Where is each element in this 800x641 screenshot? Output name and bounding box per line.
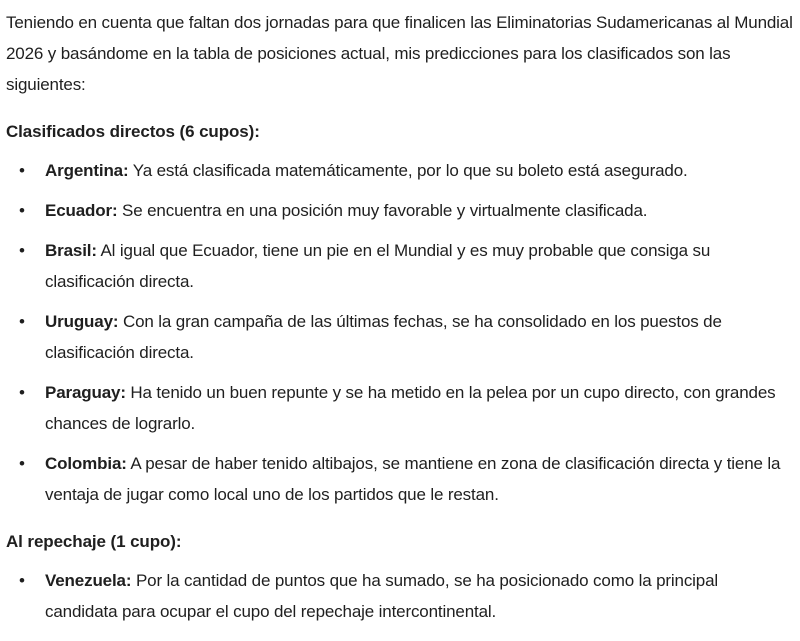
country-name: Venezuela:	[45, 571, 132, 590]
item-text: A pesar de haber tenido altibajos, se mantiene en zona de clasificación directa y tiene la ventaja de jugar como local uno de los partidos que le restan.	[45, 454, 781, 504]
country-name: Argentina:	[45, 161, 129, 180]
list-item-venezuela	[6, 565, 794, 627]
item-text: Ya está clasificada matemáticamente, por lo que su boleto está asegurado.	[128, 161, 688, 180]
item-text: Con la gran campaña de las últimas fechas, se ha consolidado en los puestos de clasificación directa.	[45, 312, 722, 362]
list-item-ecuador	[6, 195, 794, 226]
country-name: Ecuador:	[45, 201, 118, 220]
qualifier-list	[6, 155, 794, 510]
list-item-argentina	[6, 155, 794, 186]
section-heading: Al repechaje (1 cupo):	[6, 532, 182, 551]
list-item-brasil	[6, 235, 794, 297]
item-text: Se encuentra en una posición muy favorable y virtualmente clasificada.	[117, 201, 648, 220]
country-name: Uruguay:	[45, 312, 119, 331]
bullet-icon: •	[19, 383, 25, 402]
list-item-colombia	[6, 448, 794, 510]
section-heading: Clasificados directos (6 cupos):	[6, 122, 260, 141]
list-item-paraguay	[6, 377, 794, 439]
intro-paragraph: Teniendo en cuenta que faltan dos jornadas para que finalicen las Eliminatorias Sudamericanas al Mundial 2026 y basándome en la tabla de posiciones actual, mis predicciones para los clasificados son las siguientes:	[6, 13, 793, 94]
repechaje-list	[6, 565, 794, 627]
country-name: Brasil:	[45, 241, 97, 260]
country-name: Paraguay:	[45, 383, 126, 402]
bullet-icon: •	[19, 161, 25, 180]
bullet-icon: •	[19, 312, 25, 331]
country-name: Colombia:	[45, 454, 127, 473]
list-item-uruguay	[6, 306, 794, 368]
item-text: Al igual que Ecuador, tiene un pie en el Mundial y es muy probable que consiga su clasificación directa.	[45, 241, 711, 291]
bullet-icon: •	[19, 571, 25, 590]
section-direct-qualifiers	[6, 116, 794, 510]
section-repechaje	[6, 526, 794, 627]
bullet-icon: •	[19, 241, 25, 260]
item-text: Por la cantidad de puntos que ha sumado, se ha posicionado como la principal candidata para ocupar el cupo del repechaje intercontinental.	[45, 571, 719, 621]
item-text: Ha tenido un buen repunte y se ha metido en la pelea por un cupo directo, con grandes chances de lograrlo.	[45, 383, 776, 433]
bullet-icon: •	[19, 201, 25, 220]
bullet-icon: •	[19, 454, 25, 473]
